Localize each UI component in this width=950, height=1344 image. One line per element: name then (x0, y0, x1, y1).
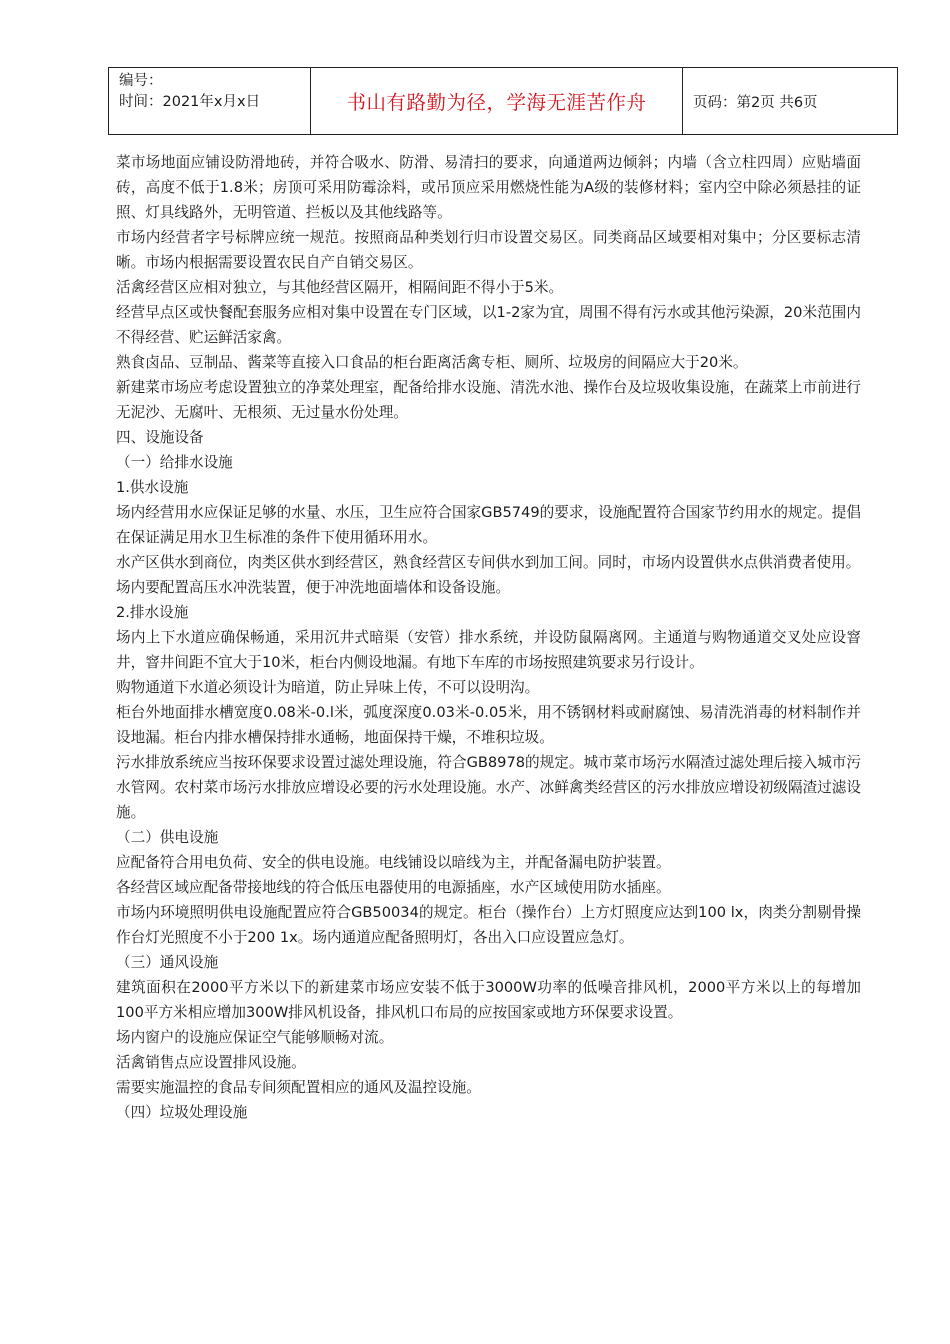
paragraph: 应配备符合用电负荷、安全的供电设施。电线铺设以暗线为主，并配备漏电防护装置。 (116, 854, 671, 871)
paragraph: 市场内经营者字号标牌应统一规范。按照商品种类划行归市设置交易区。同类商品区域要相对集中；分区要标志清晰。市场内根据需要设置农民自产自销交易区。 (116, 229, 861, 271)
subsection-heading: （三）通风设施 (116, 954, 219, 971)
paragraph: 场内上下水道应确保畅通，采用沉井式暗渠（安管）排水系统，并设防鼠隔离网。主通道与购物通道交叉处应设窨井，窨井间距不宜大于10米，柜台内侧设地漏。有地下车库的市场按照建筑要求另行设计。 (116, 629, 861, 671)
paragraph: 经营早点区或快餐配套服务应相对集中设置在专门区域，以1-2家为宜，周围不得有污水或其他污染源，20米范围内不得经营、贮运鲜活家禽。 (116, 304, 861, 346)
item-heading: 2.排水设施 (116, 604, 189, 621)
paragraph: 水产区供水到商位，肉类区供水到经营区，熟食经营区专间供水到加工间。同时，市场内设置供水点供消费者使用。 (116, 554, 861, 571)
paragraph: 场内经营用水应保证足够的水量、水压，卫生应符合国家GB5749的要求，设施配置符合国家节约用水的规定。提倡在保证满足用水卫生标准的条件下使用循环用水。 (116, 504, 861, 546)
header-motto: 书山有路勤为径，学海无涯苦作舟 (311, 68, 683, 134)
paragraph: 污水排放系统应当按环保要求设置过滤处理设施，符合GB8978的规定。城市菜市场污水隔渣过滤处理后接入城市污水管网。农村菜市场污水排放应增设必要的污水处理设施。水产、冰鲜禽类经营区的污水排放应增设初级隔渣过滤设施。 (116, 754, 861, 821)
paragraph: 活禽经营区应相对独立，与其他经营区隔开，相隔间距不得小于5米。 (116, 279, 564, 296)
paragraph: 各经营区域应配备带接地线的符合低压电器使用的电源插座，水产区域使用防水插座。 (116, 879, 671, 896)
page-number: 页码：第2页 共6页 (693, 94, 818, 111)
paragraph: 菜市场地面应铺设防滑地砖，并符合吸水、防滑、易清扫的要求，向通道两边倾斜；内墙（含立柱四周）应贴墙面砖，高度不低于1.8米；房顶可采用防霉涂料，或吊顶应采用燃烧性能为A级的装修材料；室内空中除必须悬挂的证照、灯具线路外，无明管道、拦板以及其他线路等。 (116, 154, 861, 221)
paragraph: 场内要配置高压水冲洗装置，便于冲洗地面墙体和设备设施。 (116, 579, 511, 596)
document-body (116, 150, 861, 1125)
subsection-heading: （四）垃圾处理设施 (116, 1104, 248, 1121)
item-heading: 1.供水设施 (116, 479, 189, 496)
section-heading: 四、设施设备 (116, 429, 204, 446)
paragraph: 熟食卤品、豆制品、酱菜等直接入口食品的柜台距离活禽专柜、厕所、垃圾房的间隔应大于20米。 (116, 354, 748, 371)
paragraph: 建筑面积在2000平方米以下的新建菜市场应安装不低于3000W功率的低噪音排风机，2000平方米以上的每增加100平方米相应增加300W排风机设备，排风机口布局的应按国家或地方环保要求设置。 (116, 979, 861, 1021)
paragraph: 新建菜市场应考虑设置独立的净菜处理室，配备给排水设施、清洗水池、操作台及垃圾收集设施，在蔬菜上市前进行无泥沙、无腐叶、无根须、无过量水份处理。 (116, 379, 861, 421)
paragraph: 市场内环境照明供电设施配置应符合GB50034的规定。柜台（操作台）上方灯照度应达到100 lx，肉类分割剔骨操作台灯光照度不小于200 1x。场内通道应配备照明灯，各出入口应设置应急灯。 (116, 904, 861, 946)
document-number-label: 编号： (119, 73, 163, 89)
paragraph: 需要实施温控的食品专间须配置相应的通风及温控设施。 (116, 1079, 481, 1096)
subsection-heading: （一）给排水设施 (116, 454, 233, 471)
paragraph: 购物通道下水道必须设计为暗道，防止异味上传，不可以设明沟。 (116, 679, 540, 696)
paragraph: 活禽销售点应设置排风设施。 (116, 1054, 306, 1071)
document-time-label: 时间：2021年x月x日 (119, 94, 261, 110)
subsection-heading: （二）供电设施 (116, 829, 219, 846)
paragraph: 场内窗户的设施应保证空气能够顺畅对流。 (116, 1029, 394, 1046)
header-meta-cell (109, 68, 311, 134)
paragraph: 柜台外地面排水槽宽度0.08米-0.l米，弧度深度0.03米-0.05米，用不锈钢材料或耐腐蚀、易清洗消毒的材料制作并设地漏。柜台内排水槽保持排水通畅，地面保持干燥，不堆积垃圾。 (116, 704, 861, 746)
document-header (108, 67, 898, 135)
